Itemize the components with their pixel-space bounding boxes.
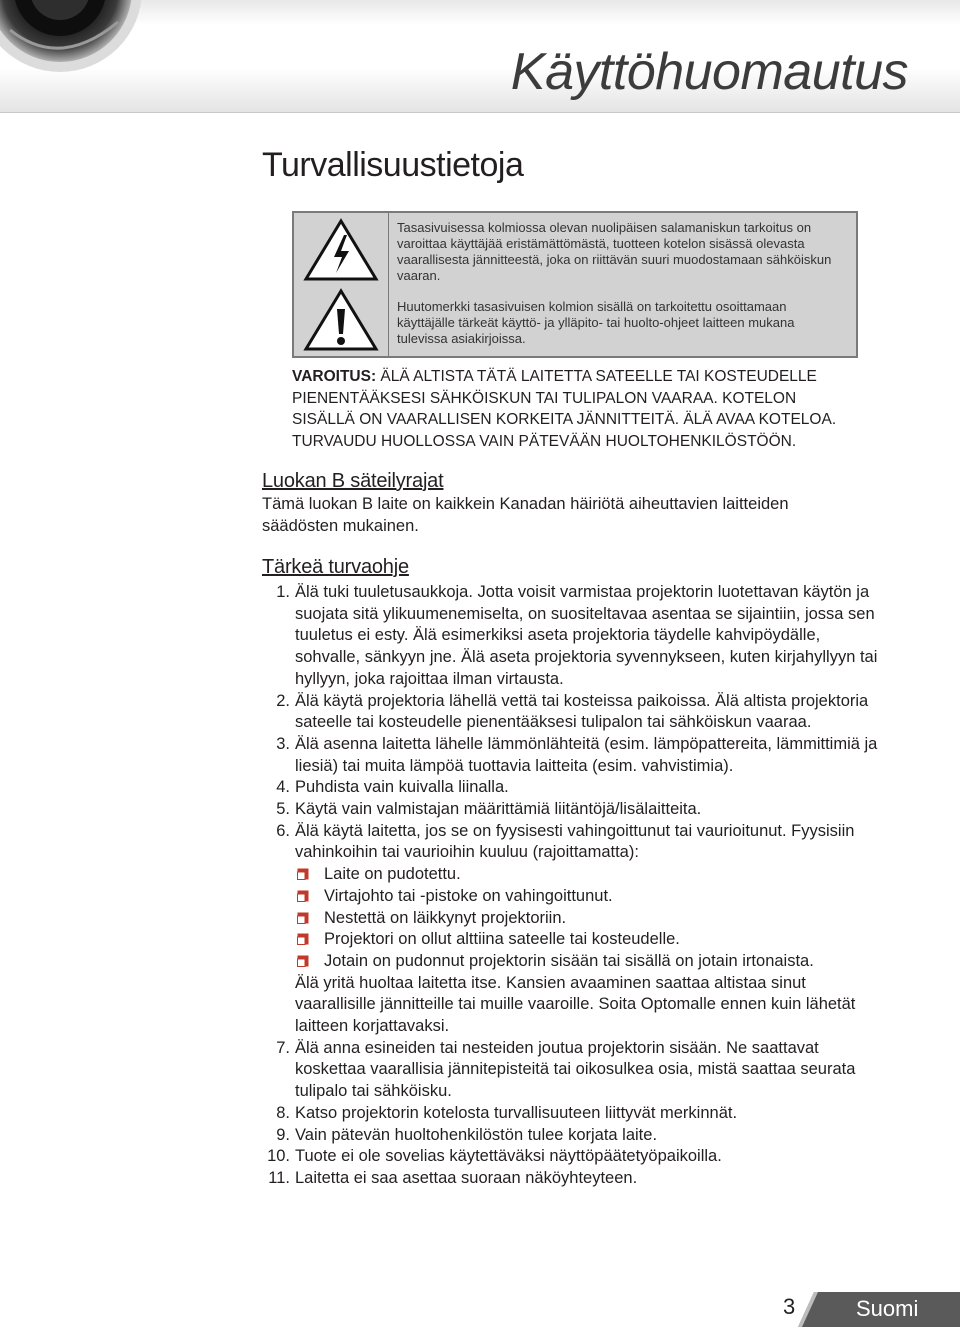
warning-box bbox=[292, 211, 858, 358]
list-item bbox=[262, 734, 882, 777]
item-continuation-text: Älä yritä huoltaa laitetta itse. Kansien avaaminen saattaa altistaa sinut vaarallisille jännitteille tai muille vaaroille. Soita Optomalle ennen kuin lähetät laitteen korjattavaksi. bbox=[295, 973, 856, 1036]
list-item bbox=[262, 582, 882, 691]
page-number: 3 bbox=[783, 1294, 796, 1319]
list-item bbox=[262, 821, 882, 1038]
caution-text: ÄLÄ ALTISTA TÄTÄ LAITETTA SATEELLE TAI KOSTEUDELLE PIENENTÄÄKSESI SÄHKÖISKUN TAI TULIPALON VAARAA. KOTELON SISÄLLÄ ON VAARALLISEN KORKEITA JÄNNITTEITÄ. ÄLÄ AVAA KOTELOA. TURVAUDU HUOLLOSSA VAIN PÄTEVÄÄN HUOLTOHENKILÖSTÖÖN. bbox=[292, 368, 837, 450]
caution-notice bbox=[292, 366, 852, 452]
item-number: 6. bbox=[276, 821, 290, 840]
item-number: 8. bbox=[276, 1103, 290, 1122]
list-item bbox=[262, 691, 882, 734]
list-item bbox=[262, 1168, 882, 1190]
list-item bbox=[262, 1038, 882, 1103]
checkbox-bullet-icon bbox=[297, 955, 309, 967]
damage-bullet-list bbox=[295, 864, 882, 973]
item-text: Puhdista vain kuivalla liinalla. bbox=[295, 778, 509, 797]
item-text: Älä käytä laitetta, jos se on fyysisesti vahingoittunut tai vaurioitunut. Fyysisiin vahinkoihin tai vaurioihin kuuluu (rajoittamatta): bbox=[295, 821, 855, 862]
list-item bbox=[262, 799, 882, 821]
page-header-title: Käyttöhuomautus bbox=[510, 43, 908, 101]
class-b-text: Tämä luokan B laite on kaikkein Kanadan häiriötä aiheuttavien laitteiden säädösten mukainen. bbox=[262, 495, 789, 535]
item-number: 5. bbox=[276, 800, 290, 819]
item-number: 4. bbox=[276, 778, 290, 797]
exclamation-warning-icon bbox=[302, 287, 380, 353]
bullet-item bbox=[295, 886, 882, 908]
item-text: Käytä vain valmistajan määrittämiä liitäntöjä/lisälaitteita. bbox=[295, 800, 702, 819]
item-number: 10. bbox=[267, 1147, 290, 1166]
item-text: Älä anna esineiden tai nesteiden joutua projektorin sisään. Ne saattavat koskettaa vaarallisia jännitepisteitä tai oikosulkea osia, mistä saattaa seurata tulipalo tai sähköisku. bbox=[295, 1038, 856, 1101]
bullet-text: Nestettä on läikkynyt projektoriin. bbox=[324, 908, 567, 927]
checkbox-bullet-icon bbox=[297, 933, 309, 945]
warning-text-instructions: Huutomerkki tasasivuisen kolmion sisällä on tarkoitettu osoittamaan käyttäjälle tärkeät käyttö- ja ylläpito- tai huolto-ohjeet laitteen mukana tulevissa asiakirjoissa. bbox=[397, 299, 795, 346]
projector-lens-graphic bbox=[0, 0, 150, 112]
item-text: Vain pätevän huoltohenkilöstön tulee korjata laite. bbox=[295, 1125, 658, 1144]
warning-box-divider bbox=[388, 213, 389, 356]
bullet-text: Virtajohto tai -pistoke on vahingoittunut. bbox=[324, 886, 613, 905]
safety-heading: Tärkeä turvaohje bbox=[262, 556, 409, 578]
item-text: Katso projektorin kotelosta turvallisuuteen liittyvät merkinnät. bbox=[295, 1103, 738, 1122]
checkbox-bullet-icon bbox=[297, 912, 309, 924]
page-header bbox=[0, 0, 960, 113]
bullet-item bbox=[295, 929, 882, 951]
section-title: Turvallisuustietoja bbox=[262, 146, 524, 184]
list-item bbox=[262, 1146, 882, 1168]
item-number: 9. bbox=[276, 1125, 290, 1144]
safety-list bbox=[262, 582, 882, 1190]
warning-text-electric: Tasasivuisessa kolmiossa olevan nuolipäisen salamaniskun tarkoitus on varoittaa käyttäjää eristämättömästä, tuotteen kotelon sisässä olevasta vaarallisesta jännitteestä, joka on riittävän suuri muodostamaan sähköiskun vaaran. bbox=[397, 220, 832, 283]
item-text: Laitetta ei saa asettaa suoraan näköyhteyteen. bbox=[295, 1168, 638, 1187]
caution-label: VAROITUS: bbox=[292, 368, 377, 385]
bullet-text: Jotain on pudonnut projektorin sisään tai sisällä on jotain irtonaista. bbox=[324, 951, 814, 970]
bullet-text: Projektori on ollut alttiina sateelle tai kosteudelle. bbox=[324, 930, 680, 949]
list-item bbox=[262, 777, 882, 799]
item-number: 3. bbox=[276, 734, 290, 753]
class-b-heading: Luokan B säteilyrajat bbox=[262, 470, 444, 492]
checkbox-bullet-icon bbox=[297, 868, 309, 880]
item-number: 11. bbox=[268, 1168, 290, 1187]
bullet-item bbox=[295, 864, 882, 886]
item-number: 7. bbox=[276, 1038, 290, 1057]
checkbox-bullet-icon bbox=[297, 890, 309, 902]
item-text: Älä käytä projektoria lähellä vettä tai kosteissa paikoissa. Älä altista projektoria sateelle tai kosteudelle pienentääksesi tulipalon tai sähköiskun vaaraa. bbox=[295, 691, 869, 732]
bullet-item bbox=[295, 951, 882, 973]
footer-language: Suomi bbox=[856, 1296, 919, 1321]
lightning-warning-icon bbox=[302, 217, 380, 283]
item-text: Älä tuki tuuletusaukkoja. Jotta voisit varmistaa projektorin luotettavan käytön ja suojata sitä ylikuumenemiselta, on suositeltavaa asentaa se sijaintiin, jossa sen tuuletus ei esty. Älä esimerkiksi aseta projektoria täydelle kahvipöydälle, sohvalle, sänkyyn jne. Älä aseta projektoria syvennykseen, kuten kirjahyllyyn tai hyllyyn, joka rajoittaa ilman virtausta. bbox=[295, 583, 878, 688]
list-item bbox=[262, 1103, 882, 1125]
list-item bbox=[262, 1125, 882, 1147]
bullet-text: Laite on pudotettu. bbox=[324, 865, 461, 884]
item-text: Tuote ei ole sovelias käytettäväksi näyttöpäätetyöpaikoilla. bbox=[295, 1147, 722, 1166]
item-number: 1. bbox=[276, 583, 290, 601]
item-number: 2. bbox=[276, 691, 290, 710]
bullet-item bbox=[295, 908, 882, 930]
item-text: Älä asenna laitetta lähelle lämmönlähteitä (esim. lämpöpattereita, lämmittimiä ja liesiä) tai muita lämpöä tuottavia laitteita (esim. vahvistimia). bbox=[295, 734, 878, 775]
